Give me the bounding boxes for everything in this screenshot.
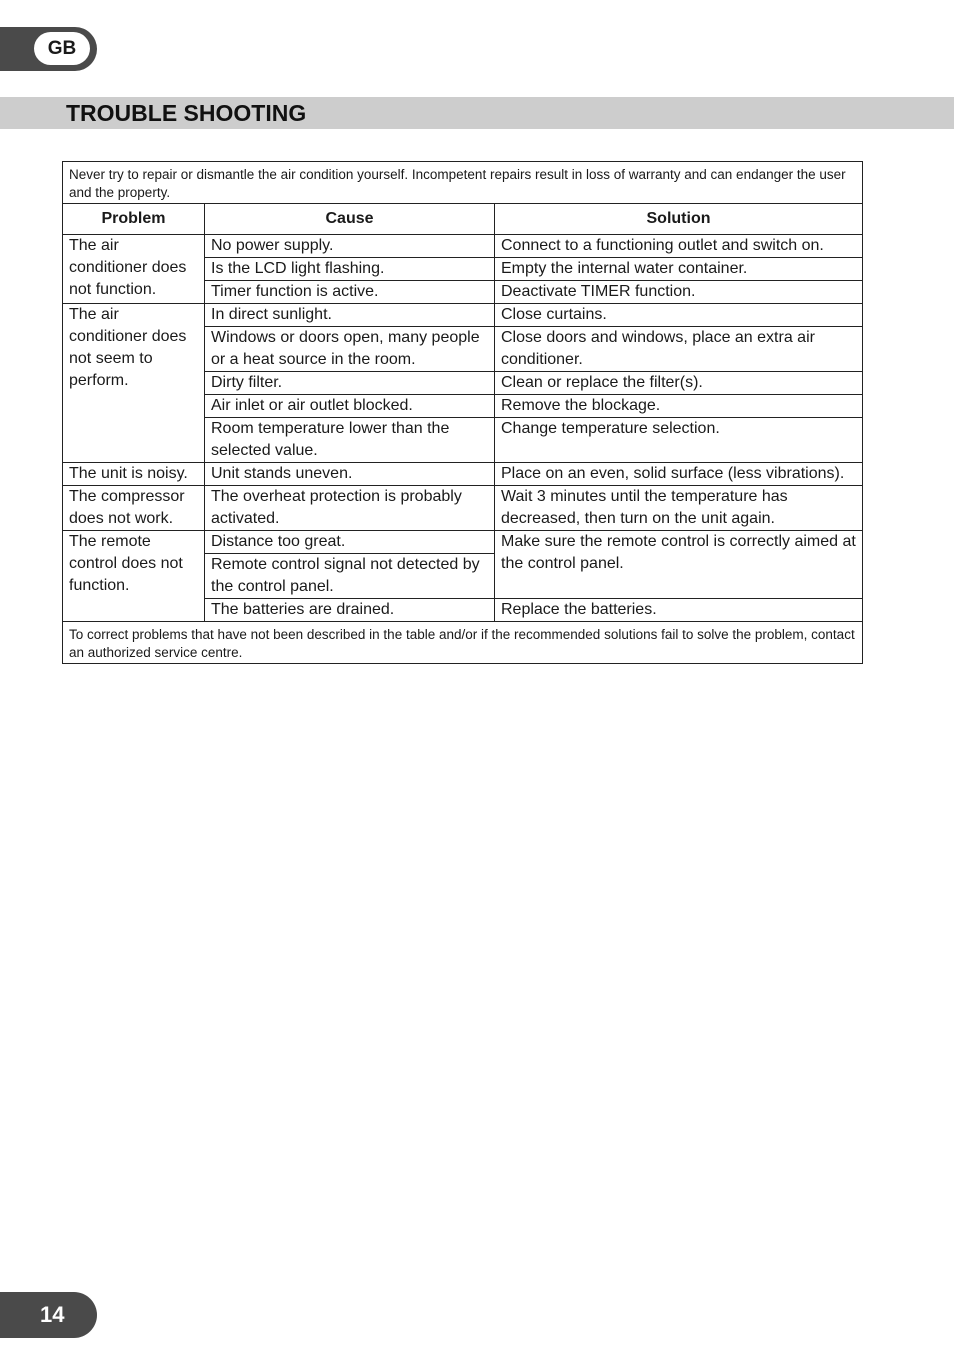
page-number: 14 [40,1302,65,1327]
problem-cell: The air conditioner does not function. [63,235,205,304]
cause-cell: Air inlet or air outlet blocked. [205,395,495,418]
solution-cell: Replace the batteries. [495,599,863,622]
cause-cell: Timer function is active. [205,281,495,304]
cause-cell: Room temperature lower than the selected value. [205,418,495,463]
solution-cell: Wait 3 minutes until the temperature has decreased, then turn on the unit again. [495,486,863,531]
footer-note: To correct problems that have not been described in the table and/or if the recommended solutions fail to solve the problem, contact an authorized service centre. [63,622,863,664]
problem-cell: The unit is noisy. [63,463,205,486]
language-tab [0,27,97,71]
table-row [63,235,863,258]
column-header-cause: Cause [205,204,495,235]
footer-note-row [63,622,863,664]
table-row [63,531,863,554]
solution-cell: Empty the internal water container. [495,258,863,281]
cause-cell: No power supply. [205,235,495,258]
solution-cell: Close doors and windows, place an extra air conditioner. [495,327,863,372]
cause-cell: Dirty filter. [205,372,495,395]
header-row [63,204,863,235]
solution-cell: Close curtains. [495,304,863,327]
problem-cell: The compressor does not work. [63,486,205,531]
cause-cell: Distance too great. [205,531,495,554]
column-header-solution: Solution [495,204,863,235]
section-header-bar [0,97,954,129]
solution-cell: Connect to a functioning outlet and switch on. [495,235,863,258]
cause-cell: Is the LCD light flashing. [205,258,495,281]
problem-cell: The air conditioner does not seem to perform. [63,304,205,463]
solution-cell: Remove the blockage. [495,395,863,418]
solution-cell: Deactivate TIMER function. [495,281,863,304]
cause-cell: In direct sunlight. [205,304,495,327]
table-row [63,463,863,486]
cause-cell: Unit stands uneven. [205,463,495,486]
problem-cell: The remote control does not function. [63,531,205,622]
cause-cell: Windows or doors open, many people or a heat source in the room. [205,327,495,372]
cause-cell: The overheat protection is probably activated. [205,486,495,531]
page-number-tab [0,1292,97,1338]
cause-cell: Remote control signal not detected by the control panel. [205,554,495,599]
cause-cell: The batteries are drained. [205,599,495,622]
table-row [63,486,863,531]
solution-cell: Clean or replace the filter(s). [495,372,863,395]
solution-cell: Make sure the remote control is correctly aimed at the control panel. [495,531,863,599]
table-row [63,304,863,327]
warning-note: Never try to repair or dismantle the air condition yourself. Incompetent repairs result in loss of warranty and can endanger the user and the property. [63,162,863,204]
troubleshooting-table [62,161,863,664]
warning-row [63,162,863,204]
column-header-problem: Problem [63,204,205,235]
solution-cell: Place on an even, solid surface (less vibrations). [495,463,863,486]
solution-cell: Change temperature selection. [495,418,863,463]
language-badge: GB [34,32,90,65]
section-title: TROUBLE SHOOTING [66,100,307,126]
